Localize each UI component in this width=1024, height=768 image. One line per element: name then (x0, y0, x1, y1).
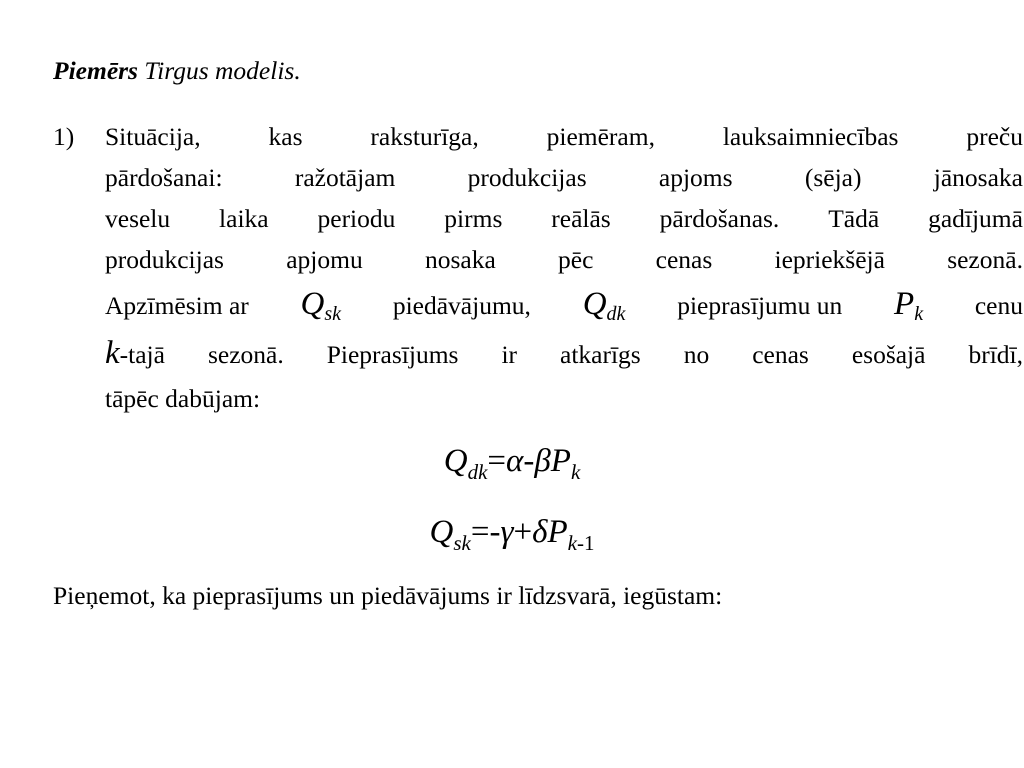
word: pārdošanai: (105, 163, 223, 192)
symbol-q-dk: $Q_{dk}$ (582, 286, 626, 325)
paragraph-line-7: tāpēc dabūjam: (105, 384, 261, 413)
item-paragraph (105, 116, 1023, 419)
word: ir (501, 340, 518, 369)
word: raksturīga, (370, 122, 479, 151)
word: cenas (655, 245, 713, 274)
word: brīdī, (968, 340, 1023, 369)
k-season-word: k-tajā (105, 335, 165, 371)
paragraph-line-2 (105, 157, 1023, 198)
word: esošajā (851, 340, 926, 369)
paragraph-line-6 (105, 329, 1023, 378)
word: periodu (317, 204, 396, 233)
word: sezonā. (947, 245, 1023, 274)
heading-italic: Tirgus modelis. (144, 56, 301, 85)
word: pēc (558, 245, 594, 274)
heading-bold: Piemērs (53, 56, 138, 85)
conclusion-text: Pieņemot, ka pieprasījums un piedāvājums ir līdzsvarā, iegūstam: (53, 581, 723, 610)
word: sezonā. (207, 340, 284, 369)
word: (sēja) (804, 163, 862, 192)
word: apjomu (286, 245, 363, 274)
word: preču (966, 122, 1023, 151)
word: gadījumā (928, 204, 1023, 233)
word: lauksaimniecības (722, 122, 899, 151)
paragraph-line-1 (105, 116, 1023, 157)
word: nosaka (424, 245, 496, 274)
line5-mid1: piedāvājumu, (392, 291, 531, 320)
line5-pre: Apzīmēsim ar (105, 291, 249, 320)
paragraph-line-5 (105, 280, 1023, 329)
word: pārdošanas. (659, 204, 780, 233)
paragraph-line-4 (105, 239, 1023, 280)
word: Situācija, (105, 122, 201, 151)
word: reālās (551, 204, 611, 233)
symbol-q-sk: $Q_{sk}$ (300, 286, 342, 325)
word: laika (219, 204, 269, 233)
word: produkcijas (467, 163, 587, 192)
line5-post: cenu (974, 291, 1023, 320)
formula-supply: $Q_{sk}=-\gamma+\delta P_{k-1}$ (429, 514, 595, 555)
word: no (683, 340, 710, 369)
word: pirms (444, 204, 503, 233)
formula-demand: $Q_{dk}=\alpha-\beta P_k$ (443, 443, 581, 484)
word: piemēram, (546, 122, 655, 151)
word: Tādā (828, 204, 880, 233)
word: atkarīgs (560, 340, 641, 369)
word: Pieprasījums (326, 340, 459, 369)
word: iepriekšējā (774, 245, 885, 274)
line5-mid2: pieprasījumu un (677, 291, 843, 320)
word: produkcijas (105, 245, 224, 274)
word: kas (268, 122, 303, 151)
symbol-p-k: $P_k$ (894, 286, 924, 325)
example-heading (53, 55, 301, 87)
word: jānosaka (933, 163, 1023, 192)
word: veselu (105, 204, 171, 233)
paragraph-line-3 (105, 198, 1023, 239)
word: apjoms (658, 163, 733, 192)
word: ražotājam (294, 163, 396, 192)
item-number: 1) (53, 122, 75, 151)
word: cenas (752, 340, 809, 369)
